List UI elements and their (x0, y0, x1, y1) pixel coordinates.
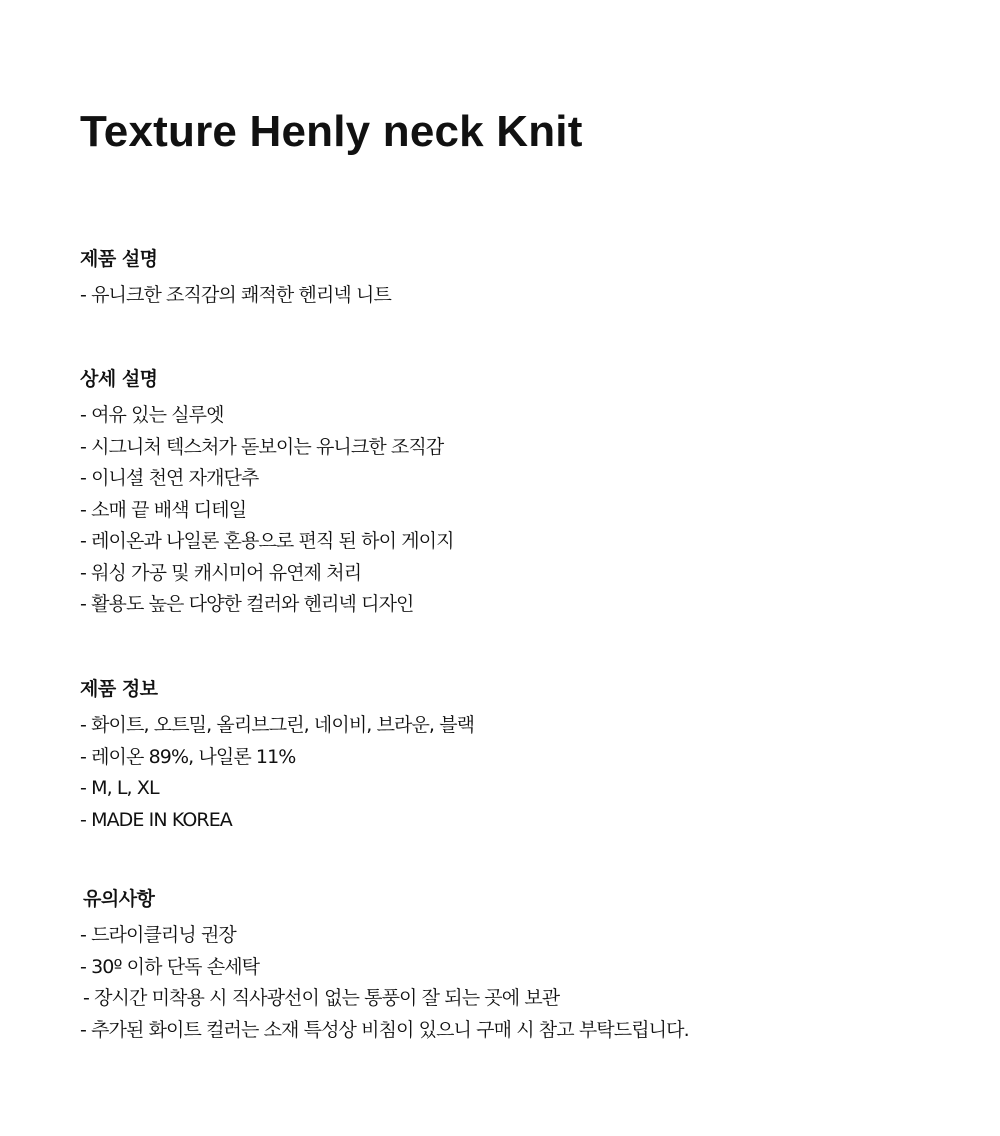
care-notes-section (80, 886, 689, 1046)
list-item: - 시그니처 텍스처가 돋보이는 유니크한 조직감 (80, 435, 444, 458)
list-item: - 추가된 화이트 컬러는 소재 특성상 비침이 있으니 구매 시 참고 부탁드립니다. (80, 1018, 689, 1041)
list-item: - 레이온 89%, 나일론 11% (80, 745, 296, 768)
list-item: - 소매 끝 배색 디테일 (80, 498, 247, 521)
list-item: - 워싱 가공 및 캐시미어 유연제 처리 (80, 561, 362, 584)
description-list (80, 280, 391, 312)
section-heading: 상세 설명 (80, 368, 158, 390)
product-description-section (80, 246, 391, 312)
section-heading: 제품 설명 (80, 248, 158, 270)
list-item: - 드라이클리닝 권장 (80, 924, 236, 946)
list-item: - MADE IN KOREA (80, 808, 232, 831)
product-title: Texture Henly neck Knit (80, 107, 583, 156)
product-info-section (80, 676, 474, 836)
product-details-section (80, 366, 454, 621)
section-heading: 유의사항 (83, 888, 155, 910)
list-item: - 여유 있는 실루엣 (80, 404, 224, 426)
section-heading: 제품 정보 (80, 678, 158, 700)
list-item: - 레이온과 나일론 혼용으로 편직 된 하이 게이지 (80, 530, 454, 552)
list-item: - 활용도 높은 다양한 컬러와 헨리넥 디자인 (80, 593, 414, 615)
care-list (80, 920, 689, 1046)
list-item: - 유니크한 조직감의 쾌적한 헨리넥 니트 (80, 284, 391, 306)
list-item: - 이니셜 천연 자개단추 (80, 467, 259, 489)
list-item: - M, L, XL (80, 777, 159, 799)
list-item: - 장시간 미착용 시 직사광선이 없는 통풍이 잘 되는 곳에 보관 (83, 987, 560, 1009)
info-list (80, 710, 474, 836)
list-item: - 30º 이하 단독 손세탁 (80, 955, 260, 978)
details-list (80, 400, 454, 621)
list-item: - 화이트, 오트밀, 올리브그린, 네이비, 브라운, 블랙 (80, 714, 475, 736)
